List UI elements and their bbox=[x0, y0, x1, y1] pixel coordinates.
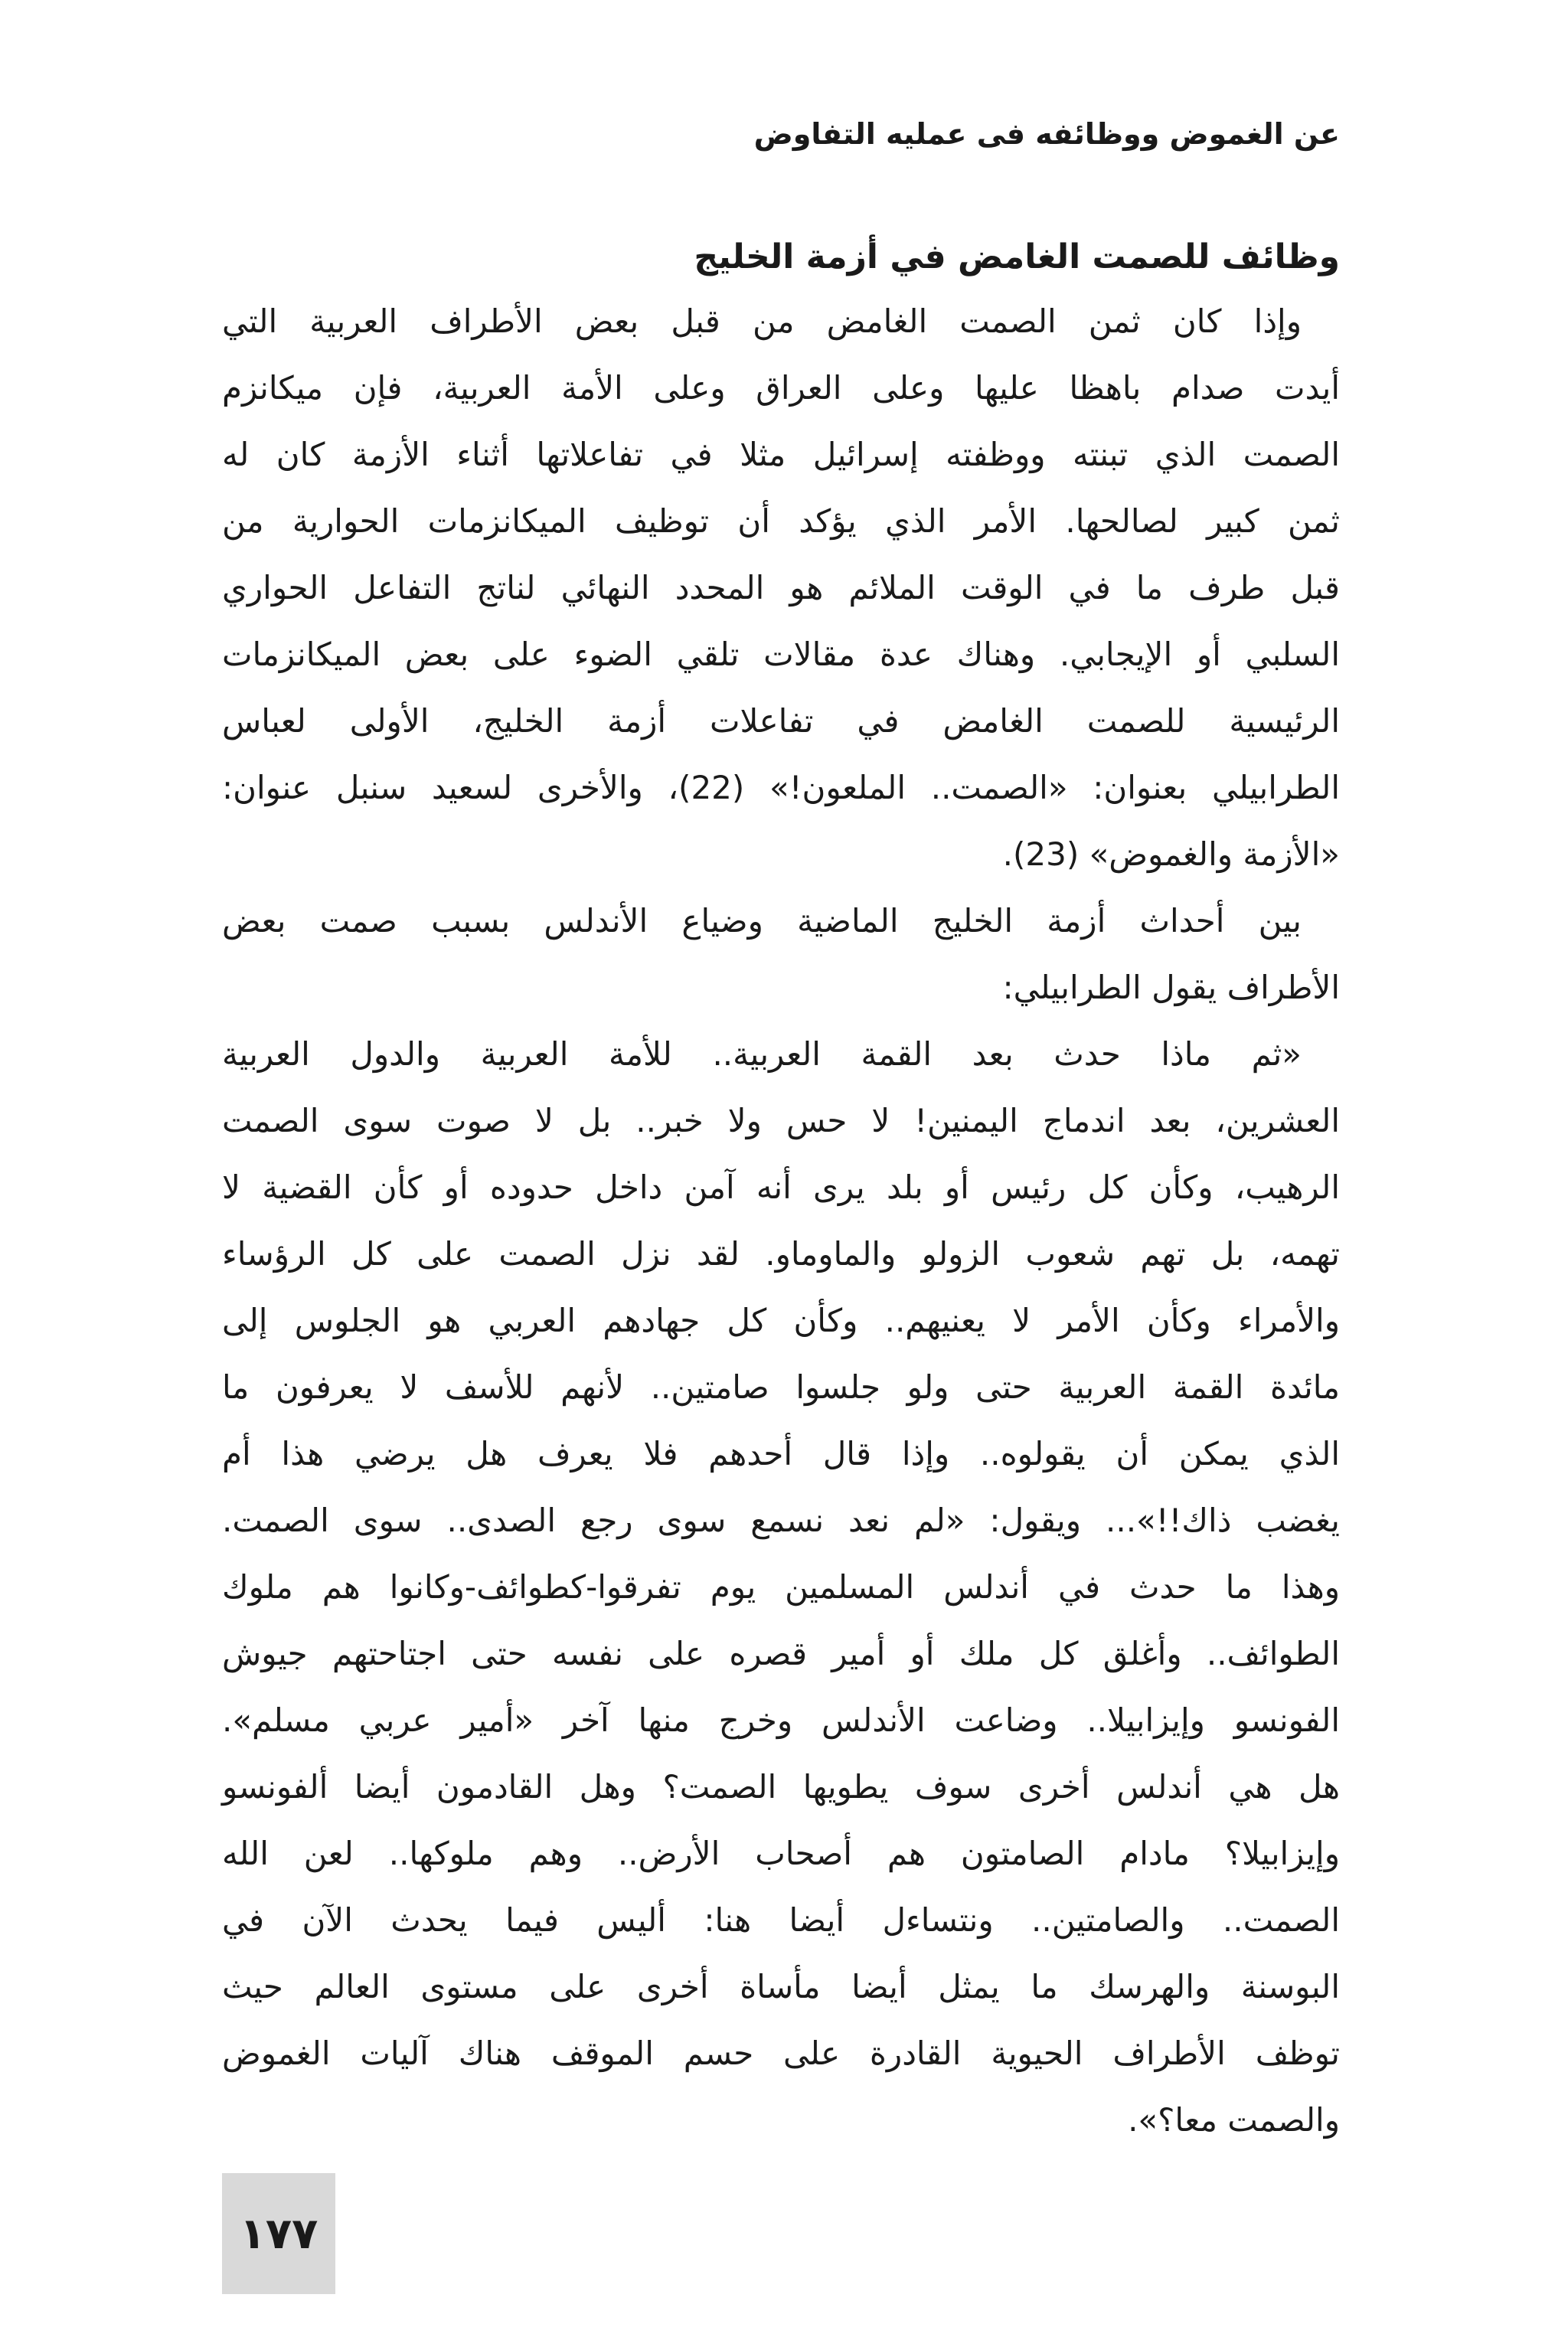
text-line: تهمه، بل تهم شعوب الزولو والماوماو. لقد نزل الصمت على كل الرؤساء bbox=[222, 1235, 1340, 1273]
running-header: عن الغموض ووظائفه فى عمليه التفاوض bbox=[753, 117, 1340, 151]
text-line: الطوائف.. وأغلق كل ملك أو أمير قصره على نفسه حتى اجتاحتهم جيوش bbox=[222, 1635, 1340, 1672]
text-line: وهذا ما حدث في أندلس المسلمين يوم تفرقوا-كطوائف-وكانوا هم ملوك bbox=[222, 1568, 1340, 1606]
page-number: ١٧٧ bbox=[239, 2208, 318, 2259]
section-title: وظائف للصمت الغامض في أزمة الخليج bbox=[694, 237, 1340, 276]
text-line: ثمن كبير لصالحها. الأمر الذي يؤكد أن توظيف الميكانزمات الحوارية من bbox=[222, 502, 1340, 540]
body-text bbox=[222, 288, 1340, 2153]
text-line: الفونسو وإيزابيلا.. وضاعت الأندلس وخرج منها آخر «أمير عربي مسلم». bbox=[222, 1701, 1340, 1739]
text-line: الأطراف يقول الطرابيلي: bbox=[1002, 969, 1340, 1006]
text-line: توظف الأطراف الحيوية القادرة على حسم الموقف هناك آليات الغموض bbox=[222, 2035, 1340, 2072]
page-number-box bbox=[222, 2173, 335, 2294]
text-line: الذي يمكن أن يقولوه.. وإذا قال أحدهم فلا يعرف هل يرضي هذا أم bbox=[222, 1435, 1340, 1472]
text-line: البوسنة والهرسك ما يمثل أيضا مأساة أخرى على مستوى العالم حيث bbox=[222, 1968, 1340, 2005]
text-line: الطرابيلي بعنوان: «الصمت.. الملعون!» (22)، والأخرى لسعيد سنبل عنوان: bbox=[222, 769, 1341, 806]
text-line: أيدت صدام باهظا عليها وعلى العراق وعلى الأمة العربية، فإن ميكانزم bbox=[222, 369, 1340, 407]
text-line: وإذا كان ثمن الصمت الغامض من قبل بعض الأطراف العربية التي bbox=[222, 302, 1302, 340]
text-line: والأمراء وكأن الأمر لا يعنيهم.. وكأن كل جهادهم العربي هو الجلوس إلى bbox=[222, 1302, 1340, 1339]
text-line: بين أحداث أزمة الخليج الماضية وضياع الأندلس بسبب صمت بعض bbox=[222, 902, 1302, 940]
text-line: الرئيسية للصمت الغامض في تفاعلات أزمة الخليج، الأولى لعباس bbox=[222, 702, 1340, 740]
text-line: مائدة القمة العربية حتى ولو جلسوا صامتين.. لأنهم للأسف لا يعرفون ما bbox=[222, 1368, 1340, 1406]
text-line: هل هي أندلس أخرى سوف يطويها الصمت؟ وهل القادمون أيضا ألفونسو bbox=[222, 1768, 1340, 1806]
page-body bbox=[222, 227, 1340, 2153]
text-line: العشرين، بعد اندماج اليمنين! لا حس ولا خبر.. بل لا صوت سوى الصمت bbox=[222, 1102, 1340, 1139]
text-line: يغضب ذاك!!»... ويقول: «لم نعد نسمع سوى رجع الصدى.. سوى الصمت. bbox=[222, 1502, 1340, 1539]
text-line: «ثم ماذا حدث بعد القمة العربية.. للأمة العربية والدول العربية bbox=[222, 1035, 1302, 1073]
text-line: الرهيب، وكأن كل رئيس أو بلد يرى أنه آمن داخل حدوده أو كأن القضية لا bbox=[222, 1168, 1340, 1206]
text-line: قبل طرف ما في الوقت الملائم هو المحدد النهائي لناتج التفاعل الحواري bbox=[222, 569, 1340, 606]
text-line: الصمت.. والصامتين.. ونتساءل أيضا هنا: أليس فيما يحدث الآن في bbox=[222, 1901, 1340, 1939]
text-line: الصمت الذي تبنته ووظفته إسرائيل مثلا في تفاعلاتها أثناء الأزمة كان له bbox=[222, 436, 1340, 473]
text-line: السلبي أو الإيجابي. وهناك عدة مقالات تلقي الضوء على بعض الميكانزمات bbox=[222, 636, 1340, 673]
text-line: والصمت معا؟». bbox=[1128, 2101, 1340, 2139]
text-line: وإيزابيلا؟ مادام الصامتون هم أصحاب الأرض.. وهم ملوكها.. لعن الله bbox=[222, 1835, 1340, 1872]
text-line: «الأزمة والغموض» (23). bbox=[1002, 835, 1340, 873]
